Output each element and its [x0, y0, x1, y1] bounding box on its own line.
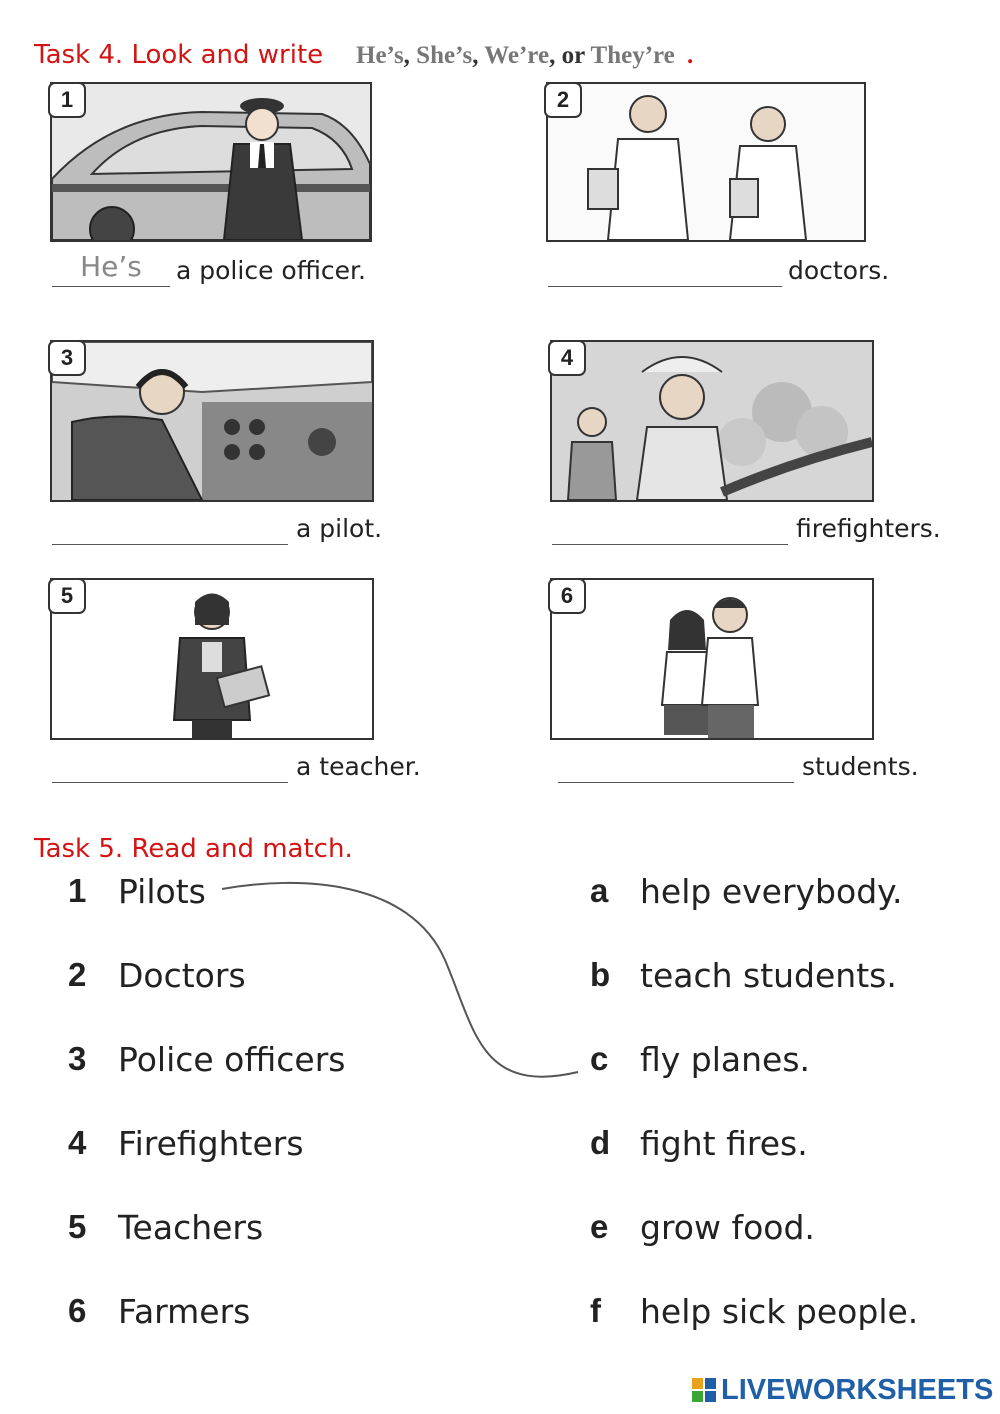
doctors-picture [546, 82, 866, 242]
word-bank-connector: or [561, 42, 585, 69]
task5-title: Task 5. Read and match. [34, 834, 353, 864]
match-right-letter: c [590, 1040, 609, 1077]
sentence-text: a police officer. [176, 256, 366, 285]
firefighters-picture [550, 340, 874, 502]
police-car-illustration [52, 84, 370, 240]
police-officer-picture [50, 82, 372, 242]
word-bank-option: We’re [484, 42, 550, 69]
match-left-item[interactable]: Pilots [118, 872, 206, 911]
match-right-item[interactable]: grow food. [640, 1208, 815, 1247]
students-picture [550, 578, 874, 740]
logo-text: LIVEWORKSHEETS [721, 1373, 994, 1406]
teacher-picture [50, 578, 374, 740]
word-bank: He’s, She’s, We’re, or They’re . [356, 42, 694, 69]
task4-title: Task 4. Look and write [34, 40, 324, 70]
sentence-text: students. [802, 752, 919, 781]
match-left-item[interactable]: Doctors [118, 956, 246, 995]
sentence-text: a pilot. [296, 514, 383, 543]
match-right-item[interactable]: teach students. [640, 956, 897, 995]
match-right-letter: d [590, 1124, 611, 1161]
match-left-number: 2 [68, 956, 87, 993]
picture-number: 6 [548, 578, 586, 614]
picture-number: 1 [48, 82, 86, 118]
sentence-text: a teacher. [296, 752, 421, 781]
match-right-item[interactable]: help sick people. [640, 1292, 919, 1331]
match-left-item[interactable]: Firefighters [118, 1124, 304, 1163]
liveworksheets-logo [692, 1372, 993, 1408]
students-illustration [552, 580, 872, 738]
cockpit-illustration [52, 342, 372, 500]
answer-blank[interactable] [52, 746, 288, 783]
match-left-item[interactable]: Police officers [118, 1040, 346, 1079]
match-right-letter: b [590, 956, 611, 993]
picture-number: 2 [544, 82, 582, 118]
match-right-item[interactable]: fly planes. [640, 1040, 811, 1079]
answer-blank[interactable] [52, 508, 288, 545]
logo-icon [692, 1378, 716, 1402]
word-bank-period: . [687, 42, 694, 69]
picture-number: 3 [48, 340, 86, 376]
answer-blank[interactable] [558, 746, 794, 783]
match-right-item[interactable]: help everybody. [640, 872, 903, 911]
word-bank-option: They’re [590, 42, 675, 69]
match-right-letter: a [590, 872, 609, 909]
match-left-number: 4 [68, 1124, 87, 1161]
match-right-letter: f [590, 1292, 601, 1329]
match-right-item[interactable]: fight fires. [640, 1124, 808, 1163]
teacher-illustration [52, 580, 372, 738]
match-left-item[interactable]: Teachers [118, 1208, 264, 1247]
firefighters-illustration [552, 342, 872, 500]
answer-blank[interactable] [548, 250, 782, 287]
sentence-text: firefighters. [796, 514, 941, 543]
match-left-number: 6 [68, 1292, 87, 1329]
answer-blank[interactable] [552, 508, 788, 545]
match-left-number: 5 [68, 1208, 87, 1245]
sentence-text: doctors. [788, 256, 890, 285]
match-left-item[interactable]: Farmers [118, 1292, 251, 1331]
pilot-picture [50, 340, 374, 502]
match-right-letter: e [590, 1208, 609, 1245]
match-left-number: 3 [68, 1040, 87, 1077]
doctors-illustration [548, 84, 864, 240]
word-bank-option: He’s [356, 42, 404, 69]
match-left-number: 1 [68, 872, 87, 909]
answer-blank[interactable]: He’s [52, 250, 170, 287]
word-bank-option: She’s [416, 42, 473, 69]
picture-number: 5 [48, 578, 86, 614]
picture-number: 4 [548, 340, 586, 376]
